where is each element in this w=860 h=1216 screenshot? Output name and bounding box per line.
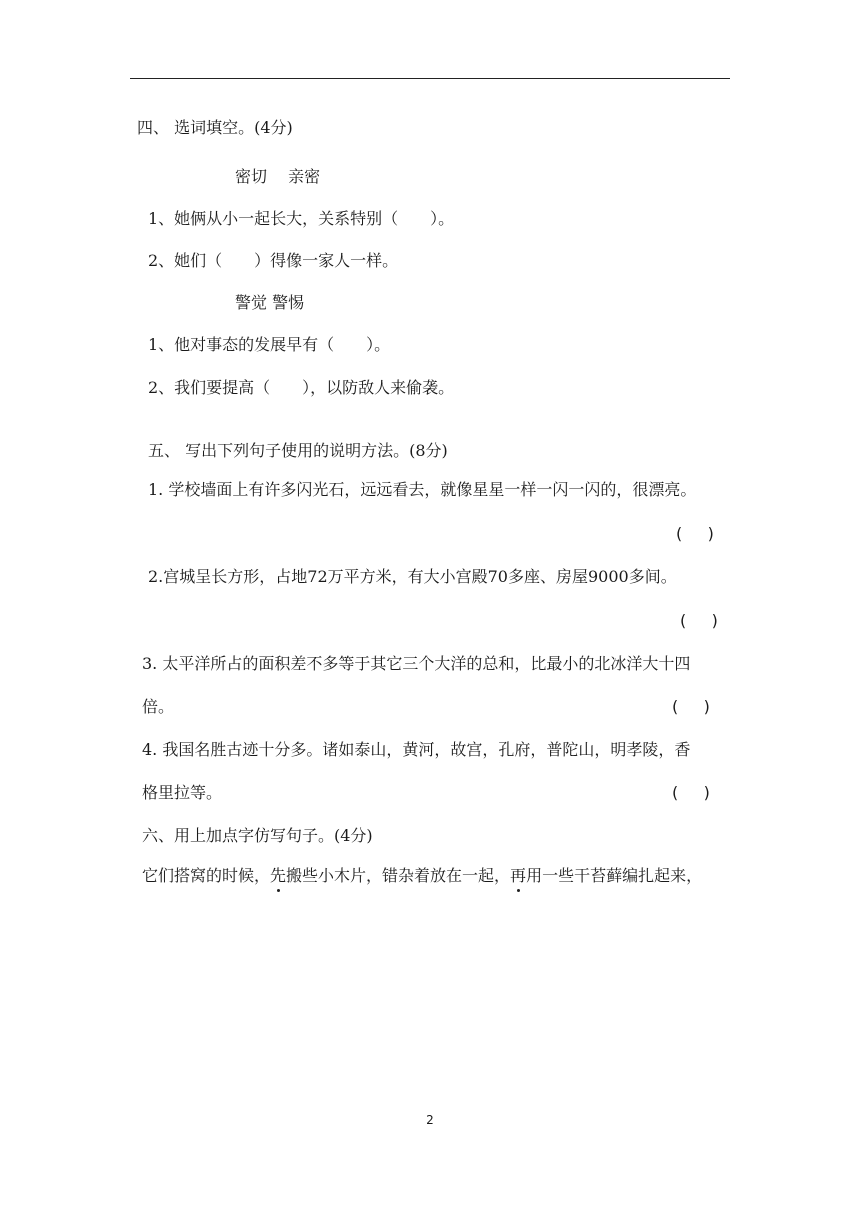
answer-blank-3: ( ): [672, 697, 710, 716]
sentence-text-2: 搬些小木片，错杂着放在一起，: [286, 866, 511, 885]
sentence-5-1: 1. 学校墙面上有许多闪光石，远远看去，就像星星一样一闪一闪的，很漂亮。: [148, 480, 697, 499]
dotted-char-zai: 再: [510, 866, 527, 885]
sentence-5-2: 2.宫城呈长方形，占地72万平方米，有大小宫殿70多座、房屋9000多间。: [148, 567, 677, 586]
model-sentence: [142, 866, 702, 886]
answer-blank-2: ( ): [680, 611, 718, 630]
sentence-5-4-line-2: 格里拉等。: [142, 783, 223, 802]
section-4-title: 四、 选词填空。(4分): [137, 118, 293, 137]
word-choices-2: 警觉 警惕: [235, 293, 305, 312]
section-5-title: 五、 写出下列句子使用的说明方法。(8分): [148, 441, 448, 460]
question-4-3: 1、他对事态的发展早有（ ）。: [148, 335, 391, 354]
question-4-4: 2、我们要提高（ ），以防敌人来偷袭。: [148, 378, 455, 397]
question-4-1: 1、她俩从小一起长大，关系特别（ ）。: [148, 209, 455, 228]
sentence-5-4-line-1: 4. 我国名胜古迹十分多。诸如泰山，黄河，故宫，孔府，普陀山，明孝陵，香: [142, 740, 691, 759]
sentence-5-3-line-1: 3. 太平洋所占的面积差不多等于其它三个大洋的总和，比最小的北冰洋大十四: [142, 654, 691, 673]
dotted-char-xian: 先: [270, 866, 287, 885]
answer-blank-1: ( ): [676, 524, 714, 543]
word-choices-1: 密切 亲密: [235, 167, 321, 186]
answer-blank-4: ( ): [672, 783, 710, 802]
page-number: 2: [426, 1113, 434, 1127]
sentence-text-3: 用一些干苔藓编扎起来，: [526, 866, 703, 885]
sentence-5-3-line-2: 倍。: [142, 697, 175, 716]
header-rule: [130, 78, 730, 79]
sentence-text-1: 它们搭窝的时候，: [142, 866, 271, 885]
question-4-2: 2、她们（ ）得像一家人一样。: [148, 251, 399, 270]
section-6-title: 六、用上加点字仿写句子。(4分): [142, 826, 373, 845]
